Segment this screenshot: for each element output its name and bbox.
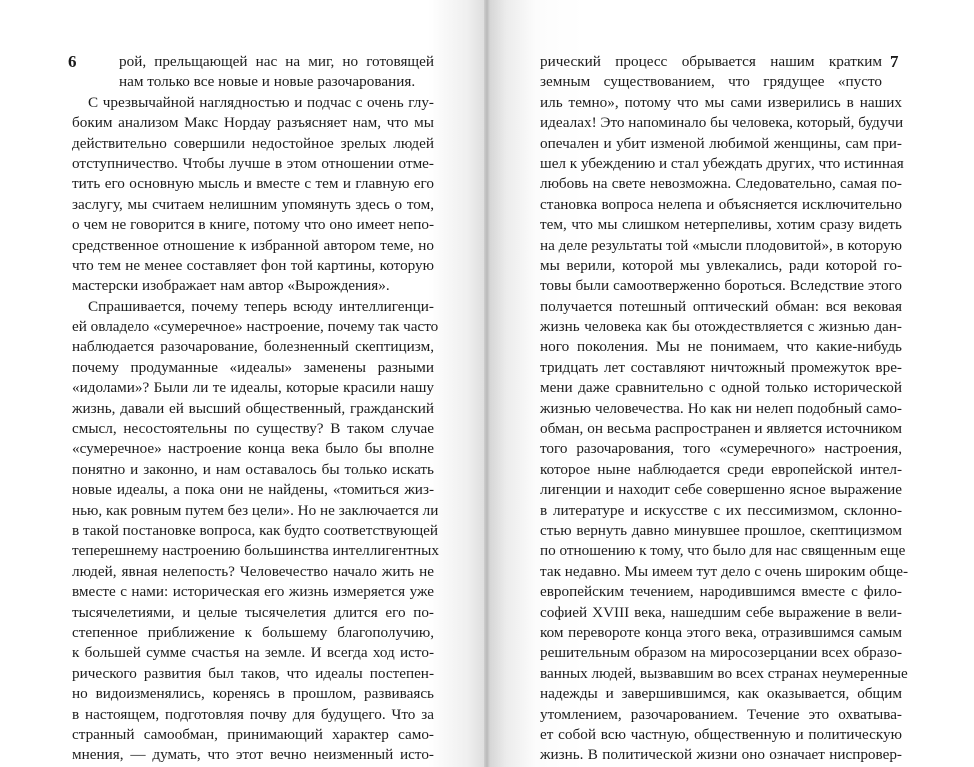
text-line: того разочарования, того «сумеречного» настроения, [540,440,902,458]
page-number-left: 6 [68,52,77,71]
text-line: заслугу, мы считаем нелишним упомянуть здесь о том, [72,195,434,213]
text-line: идеалах! Это напоминало бы человека, который, будучи [540,114,904,132]
text-line: в литературе и искусстве с их пессимизмом, склонно- [540,501,902,519]
text-line: людей, явная нелепость? Человечество начало жить не [72,562,434,580]
text-line: ванных людей, вызвавшим во всех странах неумеренные [540,664,908,682]
text-line: наблюдается разочарование, болезненный скептицизм, [72,338,434,356]
text-line: действительно совершили недостойное зрелых людей [72,134,434,152]
text-line: по отношению к тому, что было для нас священным еще [540,542,906,560]
text-line: но видоизменялись, коренясь в прошлом, развиваясь [72,685,434,703]
text-line: мнения, — думать, что этот вечно неизменный исто- [72,746,434,764]
text-line: рический процесс обрывается нашим кратким [540,53,882,70]
text-line: любовь на свете невозможна. Следовательно, самая по- [540,175,902,193]
text-line: лигенции и находит себе совершенно ясное выражение [540,481,902,499]
text-line: стью вернуть давно минувшее прошлое, скептицизмом [540,521,902,539]
text-line: мы верили, которой мы увлекались, ради которой го- [540,256,902,274]
text-line: в настоящем, подготовляя почву для будущего. Что за [72,705,434,723]
text-line: С чрезвычайной наглядностью и подчас с очень глу- [88,93,434,111]
text-line: рического развития был таков, что идеалы постепен- [72,664,434,682]
text-line: ей овладело «сумеречное» настроение, почему так часто [72,318,439,336]
text-line: средственное отношение к избранной автором теме, но [72,236,434,254]
text-line: смысл, несостоятельны по существу? В таком случае [72,420,434,438]
text-line: жизнью человечества. Но как ни нелеп подобный само- [540,399,902,417]
text-line: «сумеречное» настроение конца века было бы вполне [72,440,434,458]
text-line: новые идеалы, а пока они не найдены, «томиться жиз- [72,481,434,499]
text-line: надежды и завершившимся, как оказывается, общим [540,685,902,703]
right-page-text [540,52,909,766]
text-line: в такой постановке вопроса, как будто соответствующей [72,521,439,539]
text-line: почему продуманные «идеалы» заменены разными [72,358,434,376]
text-line: обман, он весьма распространен и является источником [540,420,902,438]
text-line: нью, как ровным путем без цели». Но не заключается ли [72,501,439,519]
text-line: опечален и убит изменой любимой женщины, сам при- [540,134,902,152]
text-line: мени даже сравнительно с одной только исторической [540,379,902,397]
left-page-text [72,52,439,766]
text-line: иль темно», потому что мы сами изверились в наших [540,93,902,111]
text-line: европейским течением, народившимся вместе с фило- [540,583,902,601]
text-line: которое ныне наблюдается среди европейской интел- [540,460,902,478]
book-gutter [484,0,490,767]
text-line: тить его основную мысль и вместе с тем и главную его [72,175,434,193]
text-line: жизнь. В политической жизни оно означает ниспровер- [540,746,902,764]
text-line: ного поколения. Мы не понимаем, что какие-нибудь [540,338,902,356]
text-line: степенное приближение к большему благополучию, [72,623,434,641]
text-line: решительным образом на миросозерцании всех образо- [540,644,902,662]
text-line: ком перевороте конца этого века, отразившимся самым [540,623,902,641]
text-line: софией XVIII века, нашедшим себе выражение в вели- [540,603,902,621]
page-number-right: 7 [890,52,899,71]
text-line: утомлением, разочарованием. Течение это охватыва- [540,705,902,723]
text-line: боким анализом Макс Нордау разъясняет нам, что мы [72,114,434,132]
text-line: нам только все новые и новые разочарования. [119,73,416,91]
text-line: рой, прельщающей нас на миг, но готовящей [119,53,434,70]
text-line: жизнь человека как бы отождествляется с жизнью дан- [540,318,902,336]
text-line: к большей сумме счастья на земле. И всегда ход исто- [72,644,434,662]
text-line: о чем не говорится в книге, потому что оно имеет непо- [72,216,434,234]
text-line: товы были самоотверженно бороться. Вследствие этого [540,277,902,295]
text-line: «идолами»? Были ли те идеалы, которые красили нашу [72,379,434,397]
text-line: земным существованием, что грядущее «пусто [540,73,882,91]
text-line: получается потешный оптический обман: вся вековая [540,297,902,315]
text-line: отступничество. Чтобы лучше в этом отношении отме- [72,154,434,172]
text-line: тысячелетиями, и целые тысячелетия длится его по- [72,603,434,621]
text-line: вместе с нами: историческая его жизнь измеряется уже [72,583,434,601]
text-line: мастерски изображает нам автор «Вырождения». [72,277,390,295]
text-line: тридцать лет составляют ничтожный промежуток вре- [540,358,902,376]
text-line: становка вопроса нелепа и объясняется исключительно [540,195,902,213]
text-line: на деле результаты той «мысли плодовитой», в которую [540,236,902,254]
text-line: жизнь, давали ей высший общественный, гражданский [72,399,434,417]
text-line: что тем не менее составляет фон той картины, которую [72,256,434,274]
text-line: так недавно. Мы имеем тут дело с очень широким обще- [540,562,909,580]
text-line: шел к убеждению и стал убеждать других, что истинная [540,154,904,172]
text-line: Спрашивается, почему теперь всюду интеллигенци- [88,297,434,315]
text-line: понятно и законно, и нам оставалось бы только искать [72,460,434,478]
text-line: теперешнему настроению большинства интеллигентных [72,542,439,560]
text-line: странный самообман, принимающий характер само- [72,725,434,743]
text-line: тем, что мы слишком нетерпеливы, хотим сразу видеть [540,216,902,234]
text-line: ет собой всю частную, общественную и политическую [540,725,902,743]
